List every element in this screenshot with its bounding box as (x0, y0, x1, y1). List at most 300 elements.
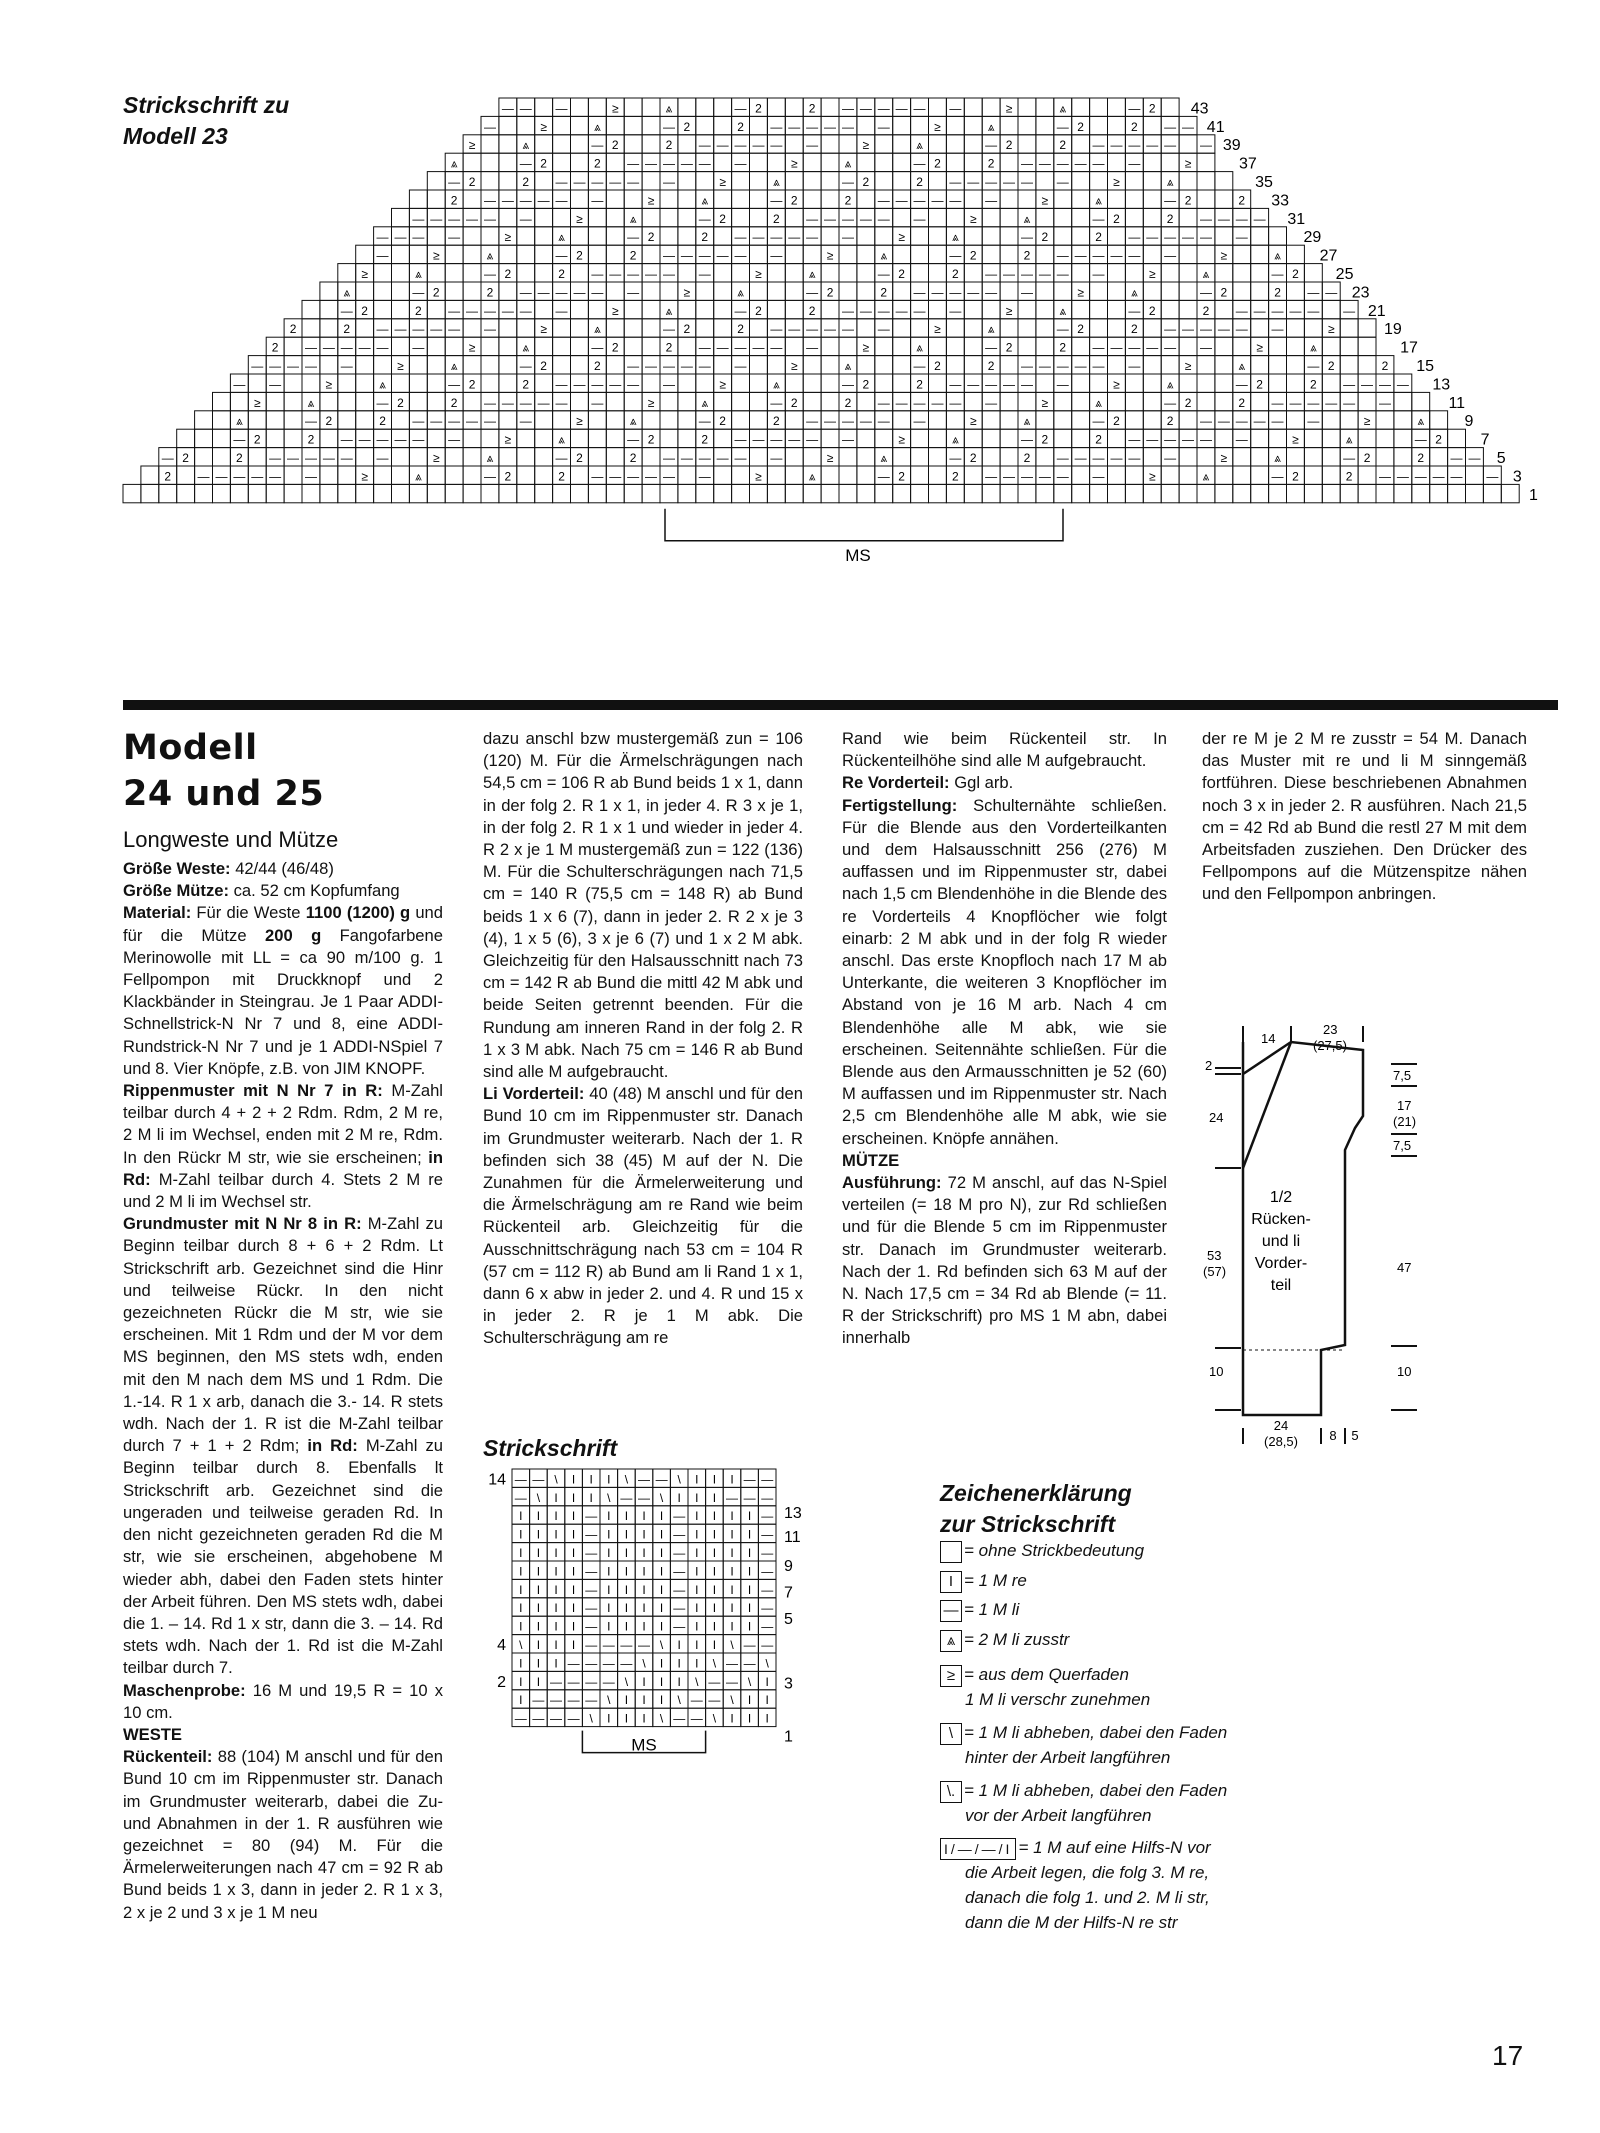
body-text: Für die Weste (191, 903, 306, 923)
chart-symbol: 2 (898, 469, 905, 484)
chart-cell (535, 300, 553, 318)
chart-cell (481, 337, 499, 355)
chart-cell (1251, 264, 1269, 282)
chart-symbol: — (304, 469, 317, 484)
chart-symbol: I (695, 1527, 699, 1542)
chart-cell (553, 153, 571, 171)
chart-symbol: 2 (522, 175, 530, 189)
chart-cell (427, 374, 445, 392)
chart-cell (875, 227, 893, 245)
purl-two-together-icon: ⩓ (940, 1630, 962, 1652)
chart-symbol: — (761, 1527, 774, 1542)
chart-symbol: 2 (361, 303, 368, 318)
chart-symbol: — (1020, 359, 1033, 373)
chart-symbol: ⩓ (1130, 285, 1138, 300)
chart-cell (409, 392, 427, 410)
slip-back-icon: \ (940, 1723, 962, 1745)
chart-symbol: — (877, 303, 890, 318)
chart-symbol: ⩓ (1023, 414, 1031, 429)
chart-cell (1215, 392, 1233, 410)
chart-cell (1018, 392, 1036, 410)
chart-symbol: — (859, 303, 872, 318)
chart-symbol: — (1343, 377, 1356, 392)
chart-cell (624, 300, 642, 318)
chart-cell (857, 227, 875, 245)
chart-cell (785, 264, 803, 282)
chart-symbol: — (567, 1693, 580, 1708)
chart-cell (571, 300, 589, 318)
chart-symbol: — (949, 285, 962, 300)
chart-symbol: — (967, 377, 980, 392)
bold-lead: 1100 (1200) g (305, 903, 411, 923)
paragraph (842, 795, 1167, 1150)
chart-symbol: — (752, 340, 765, 355)
chart-cell (535, 245, 553, 263)
chart-symbol: I (607, 1527, 611, 1542)
chart-cell (929, 208, 947, 226)
chart-cell (392, 448, 410, 466)
chart-cell (893, 337, 911, 355)
chart-cell (1000, 190, 1018, 208)
chart-symbol: — (1164, 432, 1177, 447)
chart-symbol: 2 (844, 395, 852, 410)
chart-cell (875, 153, 893, 171)
chart-symbol: — (1092, 469, 1105, 484)
chart-symbol: ≥ (862, 138, 870, 153)
chart-cell (1036, 411, 1054, 429)
chart-symbol: ⩓ (916, 340, 923, 355)
chart-cell (588, 411, 606, 429)
chart-symbol: — (1199, 340, 1212, 355)
chart-symbol: — (1253, 414, 1266, 429)
chart-symbol: 2 (611, 138, 619, 153)
chart-cell (1197, 153, 1215, 171)
chart-symbol: — (806, 322, 819, 337)
chart-symbol: — (483, 119, 496, 134)
chart-symbol: — (770, 451, 783, 465)
chart-cell (392, 264, 410, 282)
chart-symbol: 2 (343, 322, 351, 337)
chart-cell (1000, 448, 1018, 466)
chart-cell (839, 245, 857, 263)
chart-cell (750, 153, 768, 171)
chart-cell (821, 172, 839, 190)
chart-cell (982, 411, 1000, 429)
chart-symbol: — (430, 211, 443, 226)
chart-symbol: I (730, 1509, 734, 1524)
chart-cell (839, 282, 857, 300)
chart-cell (785, 374, 803, 392)
chart-cell (1394, 448, 1412, 466)
chart-cell (1054, 208, 1072, 226)
chart-symbol: ≥ (1363, 414, 1371, 429)
chart-cell (499, 172, 517, 190)
chart-cell (445, 484, 463, 502)
chart-symbol: I (554, 1564, 558, 1579)
chart-symbol: 2 (1005, 138, 1013, 153)
schematic-left-53: 53 (1207, 1248, 1222, 1263)
chart-symbol: — (555, 175, 568, 189)
chart-cell (1090, 172, 1108, 190)
chart-symbol: — (251, 469, 264, 484)
chart-cell (427, 429, 445, 447)
chart-symbol: — (761, 1490, 774, 1505)
chart-cell (284, 484, 302, 502)
schematic-right-21: (21) (1393, 1114, 1417, 1129)
chart-symbol: 2 (486, 285, 494, 300)
chart-cell (857, 116, 875, 134)
chart-symbol: I (747, 1601, 752, 1616)
chart-symbol: ≥ (826, 248, 834, 263)
chart-symbol: ⩓ (1274, 451, 1281, 465)
chart-cell (964, 319, 982, 337)
chart-symbol: I (571, 1472, 576, 1487)
chart-cell (982, 227, 1000, 245)
chart-cell (1018, 135, 1036, 153)
chart-symbol: — (743, 1638, 756, 1652)
chart-symbol: — (501, 395, 514, 410)
chart-symbol: 2 (540, 156, 547, 171)
chart-cell (1430, 411, 1448, 429)
chart-symbol: ≥ (432, 451, 440, 465)
chart-symbol: — (585, 1582, 598, 1597)
bold-lead: Material: (123, 903, 192, 923)
chart-cell (284, 374, 302, 392)
chart-cell (284, 337, 302, 355)
chart-cell (982, 300, 1000, 318)
chart-symbol: \ (677, 1472, 681, 1487)
chart-cell (767, 356, 785, 374)
chart-symbol: I (695, 1582, 699, 1597)
chart-cell (839, 484, 857, 502)
chart-symbol: — (806, 340, 819, 355)
chart-cell (427, 392, 445, 410)
chart-symbol: I (695, 1490, 699, 1505)
chart-cell (732, 392, 750, 410)
chart-symbol: I (607, 1711, 611, 1726)
chart-cell (481, 153, 499, 171)
chart-cell (481, 356, 499, 374)
chart-cell (660, 411, 678, 429)
chart-row-number: 17 (1400, 339, 1418, 357)
chart-cell (588, 227, 606, 245)
chart-symbol: ⩓ (844, 359, 852, 373)
chart-cell (857, 448, 875, 466)
chart-cell (1322, 300, 1340, 318)
chart-symbol: I (677, 1490, 681, 1505)
chart-symbol: — (340, 340, 353, 355)
chart-symbol: I (659, 1619, 664, 1634)
chart-symbol: — (1003, 377, 1016, 392)
body-text: und für die Mütze (123, 903, 444, 945)
chart-symbol: I (730, 1711, 734, 1726)
chart-symbol: 2 (468, 175, 476, 189)
chart-cell (535, 98, 553, 116)
chart-cell (1072, 208, 1090, 226)
chart-cell (624, 116, 642, 134)
chart-symbol: I (712, 1601, 717, 1616)
bold-lead: 200 g (264, 925, 322, 945)
chart-symbol: — (483, 193, 496, 208)
chart-symbol: — (824, 119, 837, 134)
chart-symbol: — (585, 1656, 598, 1671)
chart-cell (1108, 356, 1126, 374)
chart-cell (1072, 374, 1090, 392)
chart-cell (1072, 190, 1090, 208)
chart-symbol: — (662, 359, 675, 373)
chart-symbol: — (304, 414, 317, 429)
chart-symbol: — (806, 432, 819, 447)
chart-cell (1054, 484, 1072, 502)
chart-symbol: — (985, 267, 998, 281)
chart-cell (750, 190, 768, 208)
chart-cell (1179, 245, 1197, 263)
chart-symbol: ⩓ (701, 193, 709, 208)
chart-cell (356, 245, 374, 263)
chart-symbol: — (1128, 156, 1141, 171)
chart-cell (946, 135, 964, 153)
chart-cell (392, 411, 410, 429)
chart-symbol: I (642, 1509, 646, 1524)
chart-symbol: — (1450, 469, 1463, 484)
chart-symbol: I (519, 1546, 523, 1560)
chart-cell (1322, 484, 1340, 502)
chart-symbol: — (1056, 451, 1069, 465)
chart-symbol: 2 (808, 303, 816, 318)
chart-cell (821, 135, 839, 153)
chart-symbol: ≥ (647, 395, 655, 410)
chart-cell (356, 374, 374, 392)
chart-cell (463, 356, 481, 374)
chart-symbol: — (233, 469, 246, 484)
paragraph (123, 1724, 443, 1746)
chart-cell (821, 98, 839, 116)
chart-cell (571, 429, 589, 447)
chart-symbol: — (1271, 303, 1284, 318)
body-text: M-Zahl teilbar durch 4. Stets 2 M re und 2 M li im Wechsel str. (123, 1169, 443, 1212)
chart-cell (929, 264, 947, 282)
chart-cell (857, 190, 875, 208)
chart-cell (1072, 484, 1090, 502)
chart-cell (535, 429, 553, 447)
chart-cell (1143, 484, 1161, 502)
chart-cell (803, 245, 821, 263)
chart-cell (606, 282, 624, 300)
chart-cell (1000, 411, 1018, 429)
chart-symbol: — (215, 469, 228, 484)
chart-symbol: — (761, 1619, 774, 1634)
chart-symbol: — (716, 138, 729, 153)
schematic-top-right: 23 (1323, 1022, 1338, 1037)
chart-symbol: ⩓ (1202, 267, 1210, 281)
chart-cell (1090, 374, 1108, 392)
chart-cell (803, 153, 821, 171)
chart-cell (266, 484, 284, 502)
chart-symbol: — (1414, 432, 1427, 447)
text-column-2 (483, 728, 803, 1350)
chart-symbol: — (1253, 303, 1266, 318)
chart-cell (571, 392, 589, 410)
chart-symbol: 2 (1220, 285, 1228, 300)
chart-cell (571, 98, 589, 116)
chart-cell (839, 466, 857, 484)
chart-cell (1090, 300, 1108, 318)
chart-symbol: — (519, 414, 532, 429)
chart-symbol: 2 (629, 451, 637, 465)
chart-cell (1448, 484, 1466, 502)
chart-cell (964, 135, 982, 153)
chart-symbol: I (554, 1546, 558, 1560)
chart-cell (875, 135, 893, 153)
chart-cell (821, 190, 839, 208)
chart-symbol: — (1199, 285, 1212, 300)
chart-cell (696, 172, 714, 190)
chart-symbol: 2 (755, 303, 762, 318)
chart-cell (1430, 448, 1448, 466)
chart-cell (1161, 282, 1179, 300)
chart-cell (302, 300, 320, 318)
chart-symbol: — (620, 1656, 633, 1671)
chart-row-number: 9 (784, 1558, 793, 1575)
chart-cell (499, 337, 517, 355)
chart-cell (750, 356, 768, 374)
chart-symbol: ≥ (1184, 156, 1192, 171)
chart-symbol: — (673, 1711, 686, 1726)
chart-cell (893, 116, 911, 134)
chart-cell (946, 484, 964, 502)
chart-cell (427, 356, 445, 374)
body-text: Rand wie beim Rückenteil str. In Rückenteilhöhe sind alle M aufgebraucht. (842, 729, 1167, 771)
chart-cell (1251, 429, 1269, 447)
chart-symbol: 2 (862, 175, 870, 189)
chart-cell (606, 116, 624, 134)
chart-cell (714, 153, 732, 171)
chart-cell (517, 429, 535, 447)
chart-symbol: — (1217, 414, 1230, 429)
chart-symbol: — (806, 285, 819, 300)
chart-cell (553, 484, 571, 502)
chart-symbol: — (752, 230, 765, 245)
chart-symbol: ≥ (969, 414, 977, 429)
chart-symbol: — (1164, 230, 1177, 245)
chart-symbol: — (585, 1564, 598, 1579)
chart-symbol: — (567, 1674, 580, 1689)
chart-cell (427, 172, 445, 190)
chart-symbol: I (642, 1693, 646, 1708)
chart-cell (964, 429, 982, 447)
chart-cell (1090, 319, 1108, 337)
chart-cell (714, 484, 732, 502)
ms-bracket (665, 509, 1063, 541)
chart-cell (624, 392, 642, 410)
chart-cell (1251, 227, 1269, 245)
chart-cell (606, 429, 624, 447)
chart-row-number: 14 (488, 1471, 506, 1489)
chart-cell (1018, 337, 1036, 355)
chart-symbol: — (627, 156, 640, 171)
chart-cell (535, 466, 553, 484)
chart-symbol: — (233, 432, 246, 447)
chart-cell (1143, 411, 1161, 429)
chart-symbol: — (734, 156, 747, 171)
chart-symbol: — (985, 175, 998, 189)
chart-symbol: ≥ (719, 377, 726, 392)
chart-row-number: 7 (784, 1584, 793, 1602)
chart-symbol: — (591, 395, 604, 410)
legend-item (940, 1835, 1211, 1935)
chart-cell (1143, 245, 1161, 263)
chart-cell (714, 300, 732, 318)
chart-cell (1125, 466, 1143, 484)
chart-symbol: I (607, 1582, 611, 1597)
chart-symbol: 2 (1345, 469, 1353, 484)
chart-symbol: I (747, 1527, 752, 1542)
chart-cell (929, 337, 947, 355)
chart-symbol: — (519, 101, 532, 116)
chart-cell (964, 190, 982, 208)
chart-symbol: — (645, 267, 658, 281)
bold-lead: Rippenmuster mit N Nr 7 in R: (123, 1081, 383, 1101)
chart-cell (141, 466, 159, 484)
chart-symbol: — (877, 469, 890, 484)
chart-symbol: ⩓ (414, 267, 422, 281)
chart-cell (1036, 208, 1054, 226)
section-divider (123, 700, 1558, 710)
chart-cell (929, 227, 947, 245)
chart-symbol: ⩓ (808, 267, 816, 281)
chart-symbol: \ (536, 1490, 541, 1505)
chart-symbol: — (1164, 138, 1177, 153)
chart-cell (1358, 484, 1376, 502)
chart-symbol: — (1378, 377, 1391, 392)
chart-symbol: — (376, 432, 389, 447)
chart-symbol: — (555, 193, 568, 208)
chart-cell (964, 153, 982, 171)
chart-symbol: — (591, 267, 604, 281)
chart-symbol: — (913, 395, 926, 410)
chart-cell (588, 300, 606, 318)
chart-cell (445, 337, 463, 355)
chart-symbol: ≥ (611, 303, 619, 318)
chart-symbol: ≥ (1148, 469, 1156, 484)
chart-symbol: I (624, 1619, 629, 1634)
chart-cell (1036, 172, 1054, 190)
chart-cell (1466, 466, 1484, 484)
chart-symbol: — (913, 101, 926, 116)
chart-symbol: — (555, 285, 568, 300)
chart-symbol: I (695, 1638, 699, 1652)
chart-cell (606, 356, 624, 374)
chart-cell (821, 466, 839, 484)
chart-cell (571, 356, 589, 374)
chart-symbol: I (712, 1546, 717, 1560)
chart-cell (1000, 392, 1018, 410)
chart-symbol: — (519, 303, 532, 318)
legend-item (940, 1627, 1069, 1652)
chart-symbol: ⩓ (844, 156, 852, 171)
chart-cell (803, 356, 821, 374)
chart-symbol: 2 (1327, 359, 1335, 373)
chart-cell (392, 337, 410, 355)
chart-cell (821, 264, 839, 282)
chart-symbol: — (761, 1638, 774, 1652)
chart-cell (893, 135, 911, 153)
chart-symbol: — (788, 119, 801, 134)
chart-cell (1125, 374, 1143, 392)
chart-cell (1108, 153, 1126, 171)
chart-symbol: 2 (504, 267, 512, 281)
chart-symbol: 2 (701, 230, 709, 245)
